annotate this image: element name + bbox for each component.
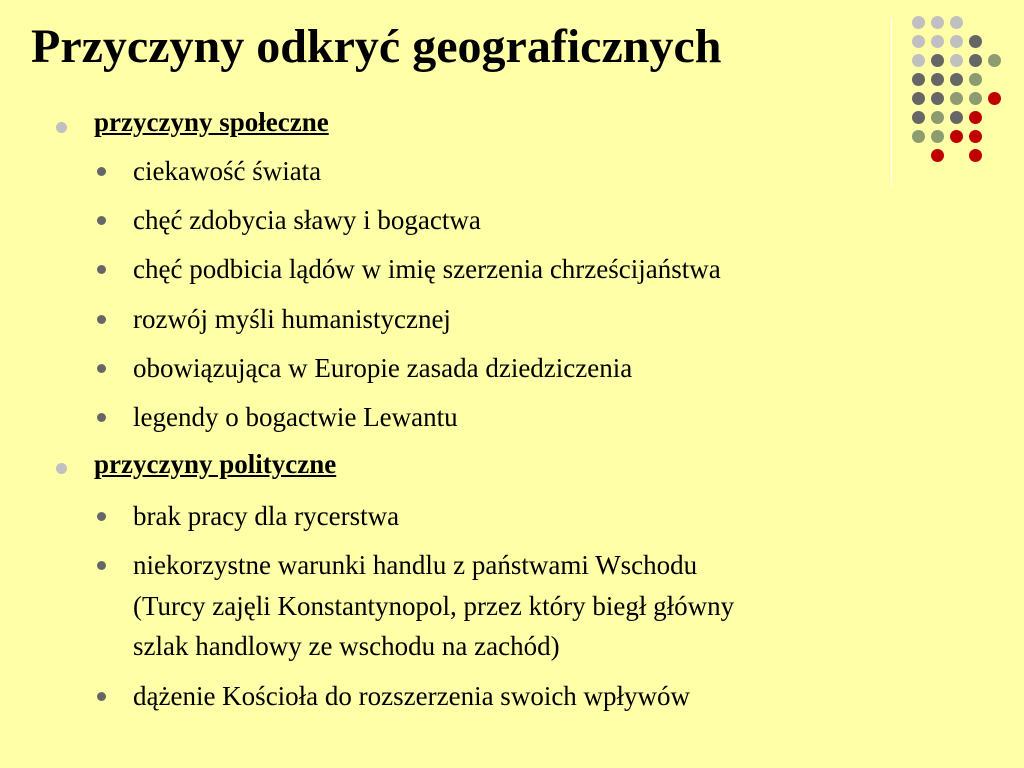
list-item: brak pracy dla rycerstwa (133, 501, 400, 531)
decorative-dot (912, 111, 925, 124)
decorative-dot (931, 16, 944, 29)
level2-bullet-icon (97, 265, 106, 274)
list-item: niekorzystne warunki handlu z państwami Wschodu (133, 550, 698, 580)
decorative-dot (969, 130, 982, 143)
decorative-dot (950, 92, 963, 105)
decorative-dot (950, 111, 963, 124)
decorative-dot (969, 35, 982, 48)
decorative-dot (912, 130, 925, 143)
level1-bullet-icon (56, 122, 67, 133)
decorative-dot (931, 111, 944, 124)
decorative-dot (912, 92, 925, 105)
level2-bullet-icon (97, 692, 106, 701)
level2-bullet-icon (97, 512, 106, 521)
level2-bullet-icon (97, 413, 106, 422)
level2-bullet-icon (97, 315, 106, 324)
decorative-dot (988, 92, 1001, 105)
decorative-dot (950, 35, 963, 48)
decorative-dot (931, 54, 944, 67)
decorative-dot (912, 35, 925, 48)
decorative-dot (931, 149, 944, 162)
list-item: ciekawość świata (133, 156, 322, 186)
decorative-dot (912, 54, 925, 67)
decorative-dot (988, 54, 1001, 67)
level2-bullet-icon (97, 561, 106, 570)
level2-bullet-icon (97, 216, 106, 225)
level2-bullet-icon (97, 364, 106, 373)
decorative-dot (950, 54, 963, 67)
decorative-dot (912, 16, 925, 29)
decorative-dot (969, 54, 982, 67)
decorative-dot (931, 35, 944, 48)
list-item: dążenie Kościoła do rozszerzenia swoich wpływów (133, 681, 691, 711)
decorative-dot (950, 130, 963, 143)
list-item: chęć zdobycia sławy i bogactwa (133, 205, 481, 235)
decorative-dot (931, 73, 944, 86)
section-heading-political: przyczyny polityczne (94, 449, 337, 479)
level2-bullet-icon (97, 167, 106, 176)
list-item: legendy o bogactwie Lewantu (133, 402, 458, 432)
list-item-continuation: szlak handlowy ze wschodu na zachód) (133, 631, 560, 661)
decorative-dot (969, 73, 982, 86)
decorative-dot (931, 92, 944, 105)
list-item: rozwój myśli humanistycznej (133, 304, 451, 334)
list-item-continuation: (Turcy zajęli Konstantynopol, przez który biegł główny (133, 591, 735, 621)
decorative-dot (969, 149, 982, 162)
decorative-dot (969, 92, 982, 105)
level1-bullet-icon (56, 463, 67, 474)
slide-title: Przyczyny odkryć geograficznych (31, 20, 722, 73)
decorative-dot (950, 73, 963, 86)
decorative-dot (931, 130, 944, 143)
list-item: obowiązująca w Europie zasada dziedziczenia (133, 353, 633, 383)
decorative-dot (912, 73, 925, 86)
section-heading-social: przyczyny społeczne (94, 107, 329, 137)
list-item: chęć podbicia lądów w imię szerzenia chrześcijaństwa (133, 254, 721, 284)
decorative-dot (969, 111, 982, 124)
decorative-dot (950, 16, 963, 29)
